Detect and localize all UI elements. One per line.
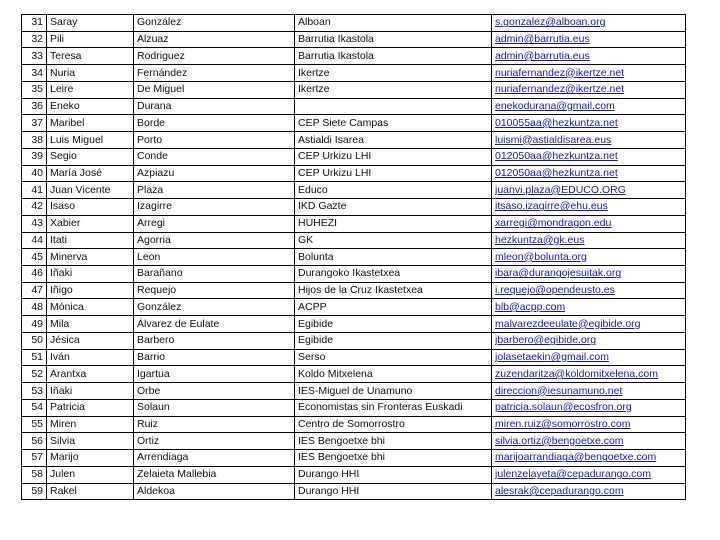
last-name-cell: Requejo <box>134 282 295 299</box>
email-cell[interactable]: luismi@astialdisarea.eus <box>492 132 686 149</box>
last-name-cell: Porto <box>134 132 295 149</box>
row-number-cell: 55 <box>22 416 47 433</box>
email-cell[interactable]: patricia.solaun@ecosfron.org <box>492 399 686 416</box>
organization-cell: Alboan <box>295 15 492 32</box>
organization-cell: Hijos de la Cruz Ikastetxea <box>295 282 492 299</box>
row-number-cell: 38 <box>22 132 47 149</box>
first-name-cell: Saray <box>47 15 134 32</box>
first-name-cell: Juan Vicente <box>47 182 134 199</box>
last-name-cell: Agorria <box>134 232 295 249</box>
last-name-cell: Fernández <box>134 65 295 82</box>
organization-cell: CEP Urkizu LHI <box>295 148 492 165</box>
organization-cell: IES Bengoetxe bhi <box>295 450 492 467</box>
organization-cell: Economistas sin Fronteras Euskadi <box>295 399 492 416</box>
first-name-cell: Jésica <box>47 332 134 349</box>
email-cell[interactable]: jbarbero@egibide.org <box>492 332 686 349</box>
email-cell[interactable]: s.gonzalez@alboan.org <box>492 15 686 32</box>
email-cell[interactable]: enekodurana@gmail.com <box>492 98 686 115</box>
email-cell[interactable]: silvia.ortiz@bengoetxe.com <box>492 433 686 450</box>
row-number-cell: 49 <box>22 316 47 333</box>
first-name-cell: María José <box>47 165 134 182</box>
organization-cell: Egibide <box>295 316 492 333</box>
table-row <box>22 232 686 249</box>
email-cell[interactable]: direccion@iesunamuno.net <box>492 383 686 400</box>
email-cell[interactable]: 012050aa@hezkuntza.net <box>492 148 686 165</box>
organization-cell: IES-Miguel de Unamuno <box>295 383 492 400</box>
row-number-cell: 44 <box>22 232 47 249</box>
last-name-cell: Alzuaz <box>134 31 295 48</box>
last-name-cell: Arrendiaga <box>134 450 295 467</box>
email-cell[interactable]: ibara@durangojesuitak.org <box>492 266 686 283</box>
last-name-cell: Plaza <box>134 182 295 199</box>
email-cell[interactable]: xarregi@mondragon.edu <box>492 215 686 232</box>
first-name-cell: Nuria <box>47 65 134 82</box>
organization-cell: IES Bengoetxe bhi <box>295 433 492 450</box>
table-row <box>22 316 686 333</box>
row-number-cell: 32 <box>22 31 47 48</box>
organization-cell: Barrutia Ikastola <box>295 48 492 65</box>
organization-cell <box>295 98 492 115</box>
row-number-cell: 58 <box>22 466 47 483</box>
first-name-cell: Luis Miguel <box>47 132 134 149</box>
table-row <box>22 81 686 98</box>
last-name-cell: Rodriguez <box>134 48 295 65</box>
table-row <box>22 65 686 82</box>
organization-cell: Educo <box>295 182 492 199</box>
row-number-cell: 34 <box>22 65 47 82</box>
table-row <box>22 249 686 266</box>
contacts-table-body <box>22 15 686 500</box>
email-cell[interactable]: admin@barrutia.eus <box>492 31 686 48</box>
table-row <box>22 349 686 366</box>
first-name-cell: Leire <box>47 81 134 98</box>
last-name-cell: Barbero <box>134 332 295 349</box>
row-number-cell: 35 <box>22 81 47 98</box>
table-row <box>22 466 686 483</box>
table-row <box>22 15 686 32</box>
first-name-cell: Itati <box>47 232 134 249</box>
row-number-cell: 53 <box>22 383 47 400</box>
row-number-cell: 50 <box>22 332 47 349</box>
row-number-cell: 45 <box>22 249 47 266</box>
last-name-cell: Izagirre <box>134 199 295 216</box>
email-cell[interactable]: jolasetaekin@gmail.com <box>492 349 686 366</box>
table-row <box>22 132 686 149</box>
row-number-cell: 40 <box>22 165 47 182</box>
table-row <box>22 115 686 132</box>
row-number-cell: 42 <box>22 199 47 216</box>
organization-cell: Ikertze <box>295 81 492 98</box>
last-name-cell: Igartua <box>134 366 295 383</box>
first-name-cell: Iván <box>47 349 134 366</box>
first-name-cell: Minerva <box>47 249 134 266</box>
row-number-cell: 46 <box>22 266 47 283</box>
first-name-cell: Marijo <box>47 450 134 467</box>
organization-cell: Durangoko Ikastetxea <box>295 266 492 283</box>
first-name-cell: Eneko <box>47 98 134 115</box>
last-name-cell: Solaun <box>134 399 295 416</box>
organization-cell: IKD Gazte <box>295 199 492 216</box>
organization-cell: Durango HHI <box>295 466 492 483</box>
email-cell[interactable]: admin@barrutia.eus <box>492 48 686 65</box>
table-row <box>22 332 686 349</box>
organization-cell: HUHEZI <box>295 215 492 232</box>
table-row <box>22 399 686 416</box>
table-row <box>22 48 686 65</box>
first-name-cell: Isaso <box>47 199 134 216</box>
row-number-cell: 51 <box>22 349 47 366</box>
organization-cell: Egibide <box>295 332 492 349</box>
first-name-cell: Maribel <box>47 115 134 132</box>
row-number-cell: 59 <box>22 483 47 500</box>
table-row <box>22 483 686 500</box>
email-cell[interactable]: itsaso.izagirre@ehu.eus <box>492 199 686 216</box>
row-number-cell: 57 <box>22 450 47 467</box>
email-cell[interactable]: 012050aa@hezkuntza.net <box>492 165 686 182</box>
table-row <box>22 148 686 165</box>
table-row <box>22 383 686 400</box>
last-name-cell: Orbe <box>134 383 295 400</box>
contacts-table <box>21 14 686 500</box>
first-name-cell: Teresa <box>47 48 134 65</box>
last-name-cell: Borde <box>134 115 295 132</box>
last-name-cell: Leon <box>134 249 295 266</box>
organization-cell: Koldo Mitxelena <box>295 366 492 383</box>
table-row <box>22 433 686 450</box>
row-number-cell: 52 <box>22 366 47 383</box>
organization-cell: Durango HHI <box>295 483 492 500</box>
table-row <box>22 165 686 182</box>
table-row <box>22 450 686 467</box>
table-row <box>22 366 686 383</box>
row-number-cell: 43 <box>22 215 47 232</box>
first-name-cell: Silvia <box>47 433 134 450</box>
table-row <box>22 266 686 283</box>
row-number-cell: 37 <box>22 115 47 132</box>
email-cell[interactable]: mleon@bolunta.org <box>492 249 686 266</box>
email-cell[interactable]: juanvi.plaza@EDUCO.ORG <box>492 182 686 199</box>
table-row <box>22 31 686 48</box>
last-name-cell: Arregi <box>134 215 295 232</box>
row-number-cell: 54 <box>22 399 47 416</box>
email-cell[interactable]: julenzelayeta@cepadurango.com <box>492 466 686 483</box>
organization-cell: Serso <box>295 349 492 366</box>
table-row <box>22 215 686 232</box>
first-name-cell: Iñaki <box>47 266 134 283</box>
first-name-cell: Segio <box>47 148 134 165</box>
email-cell[interactable]: i.requejo@opendeusto.es <box>492 282 686 299</box>
table-row <box>22 182 686 199</box>
email-cell[interactable]: hezkuntza@gk.eus <box>492 232 686 249</box>
email-cell[interactable]: 010055aa@hezkuntza.net <box>492 115 686 132</box>
first-name-cell: Arantxa <box>47 366 134 383</box>
first-name-cell: Pili <box>47 31 134 48</box>
last-name-cell: Ruiz <box>134 416 295 433</box>
row-number-cell: 48 <box>22 299 47 316</box>
row-number-cell: 47 <box>22 282 47 299</box>
email-cell[interactable]: nuriafernandez@ikertze.net <box>492 65 686 82</box>
first-name-cell: Julen <box>47 466 134 483</box>
organization-cell: Astialdi Isarea <box>295 132 492 149</box>
last-name-cell: González <box>134 15 295 32</box>
row-number-cell: 31 <box>22 15 47 32</box>
last-name-cell: Álvarez de Eulate <box>134 316 295 333</box>
first-name-cell: Iñigo <box>47 282 134 299</box>
email-cell[interactable]: marijoarrandiaga@bengoetxe.com <box>492 450 686 467</box>
last-name-cell: Barrio <box>134 349 295 366</box>
last-name-cell: De Miguel <box>134 81 295 98</box>
row-number-cell: 56 <box>22 433 47 450</box>
email-cell[interactable]: malvarezdeeulate@egibide.org <box>492 316 686 333</box>
organization-cell: Barrutia Ikastola <box>295 31 492 48</box>
last-name-cell: González <box>134 299 295 316</box>
last-name-cell: Azpiazu <box>134 165 295 182</box>
email-cell[interactable]: zuzendaritza@koldomitxelena.com <box>492 366 686 383</box>
table-row <box>22 98 686 115</box>
last-name-cell: Ortiz <box>134 433 295 450</box>
first-name-cell: Miren <box>47 416 134 433</box>
last-name-cell: Conde <box>134 148 295 165</box>
last-name-cell: Barañano <box>134 266 295 283</box>
row-number-cell: 41 <box>22 182 47 199</box>
organization-cell: CEP Siete Campas <box>295 115 492 132</box>
email-cell[interactable]: alesrak@cepadurango.com <box>492 483 686 500</box>
table-row <box>22 199 686 216</box>
first-name-cell: Mila <box>47 316 134 333</box>
row-number-cell: 36 <box>22 98 47 115</box>
organization-cell: GK <box>295 232 492 249</box>
table-row <box>22 299 686 316</box>
email-cell[interactable]: blb@acpp.com <box>492 299 686 316</box>
organization-cell: CEP Urkizu LHI <box>295 165 492 182</box>
last-name-cell: Aldekoa <box>134 483 295 500</box>
first-name-cell: Rakel <box>47 483 134 500</box>
first-name-cell: Xabier <box>47 215 134 232</box>
table-row <box>22 282 686 299</box>
first-name-cell: Patricia <box>47 399 134 416</box>
organization-cell: Centro de Somorrostro <box>295 416 492 433</box>
email-cell[interactable]: miren.ruiz@somorrostro.com <box>492 416 686 433</box>
first-name-cell: Mónica <box>47 299 134 316</box>
table-row <box>22 416 686 433</box>
organization-cell: ACPP <box>295 299 492 316</box>
last-name-cell: Durana <box>134 98 295 115</box>
email-cell[interactable]: nuriafernandez@ikertze.net <box>492 81 686 98</box>
organization-cell: Bolunta <box>295 249 492 266</box>
row-number-cell: 33 <box>22 48 47 65</box>
first-name-cell: Iñaki <box>47 383 134 400</box>
row-number-cell: 39 <box>22 148 47 165</box>
last-name-cell: Zelaieta Mallebia <box>134 466 295 483</box>
organization-cell: Ikertze <box>295 65 492 82</box>
